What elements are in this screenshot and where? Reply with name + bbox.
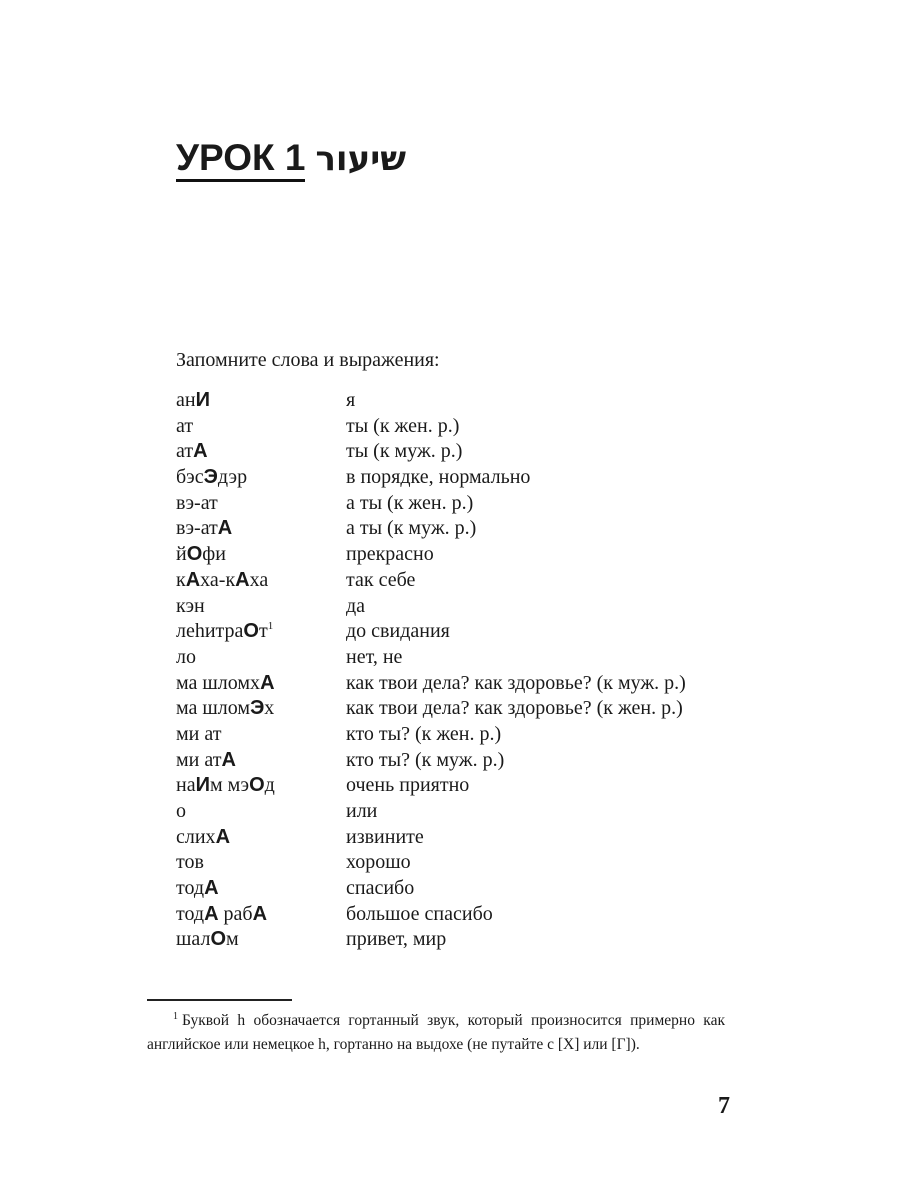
vocab-row — [176, 799, 736, 825]
vocab-translation: прекрасно — [346, 543, 434, 566]
vocab-row — [176, 902, 736, 928]
term-segment: раб — [218, 902, 253, 925]
term-segment: фи — [202, 543, 226, 566]
vocab-row — [176, 568, 736, 594]
vocab-term — [176, 748, 346, 774]
vocab-term — [176, 619, 346, 645]
term-segment: ан — [176, 389, 196, 411]
stressed-vowel: А — [252, 902, 268, 925]
vocab-term — [176, 696, 346, 722]
stressed-vowel: А — [235, 568, 250, 591]
stressed-vowel: А — [217, 517, 233, 540]
vocab-row — [176, 542, 736, 568]
term-segment: ми ат — [176, 722, 222, 745]
vocab-term — [176, 568, 346, 594]
vocab-row — [176, 414, 736, 440]
stressed-vowel: А — [221, 748, 236, 771]
footnote-divider — [147, 999, 292, 1001]
vocab-row — [176, 645, 736, 671]
footnote-ref: 1 — [267, 620, 274, 633]
vocab-row — [176, 773, 736, 799]
vocab-row — [176, 439, 736, 465]
term-segment: к — [176, 568, 186, 591]
term-segment: дэр — [217, 466, 248, 489]
term-segment: тод — [176, 902, 205, 925]
vocab-translation: извините — [346, 825, 424, 848]
term-segment: шал — [176, 928, 211, 951]
vocab-row — [176, 722, 736, 748]
vocab-row — [176, 927, 736, 953]
vocab-row — [176, 825, 736, 851]
vocab-row — [176, 491, 736, 517]
stressed-vowel: Э — [203, 466, 218, 489]
vocab-translation: нет, не — [346, 645, 403, 668]
vocab-term — [176, 799, 346, 825]
vocab-row — [176, 850, 736, 876]
term-segment: м — [226, 928, 239, 951]
term-segment: ат — [176, 440, 194, 463]
vocab-term — [176, 645, 346, 671]
stressed-vowel: О — [186, 543, 203, 566]
vocab-term — [176, 439, 346, 465]
vocab-translation: как твои дела? как здоровье? (к жен. р.) — [346, 697, 683, 720]
vocab-row — [176, 671, 736, 697]
stressed-vowel: А — [204, 877, 219, 900]
footnote — [147, 1009, 725, 1057]
term-segment: ха — [249, 568, 269, 591]
term-segment: т — [258, 620, 268, 643]
term-segment: ат — [176, 414, 194, 437]
intro-text: Запомните слова и выражения: — [176, 349, 440, 371]
vocab-term — [176, 491, 346, 517]
stressed-vowel: А — [185, 568, 201, 591]
term-segment: на — [176, 774, 196, 797]
term-segment: х — [264, 697, 275, 720]
vocab-row — [176, 388, 736, 414]
vocab-term — [176, 876, 346, 902]
vocab-translation: хорошо — [346, 851, 411, 874]
stressed-vowel: И — [195, 389, 210, 411]
vocab-term — [176, 594, 346, 620]
vocab-translation: кто ты? (к жен. р.) — [346, 722, 502, 745]
vocab-translation: спасибо — [346, 877, 415, 900]
lesson-title-ru: УРОК 1 — [176, 137, 305, 182]
stressed-vowel: О — [210, 928, 226, 951]
vocab-row — [176, 619, 736, 645]
term-segment: ма шлом — [176, 697, 251, 720]
vocab-translation: кто ты? (к муж. р.) — [346, 748, 505, 771]
vocab-term — [176, 465, 346, 491]
vocab-translation: привет, мир — [346, 928, 447, 951]
term-segment: вэ-ат — [176, 517, 218, 540]
vocab-term — [176, 850, 346, 876]
vocabulary-list — [176, 388, 736, 953]
vocab-translation: до свидания — [346, 620, 450, 643]
stressed-vowel: А — [215, 825, 231, 848]
term-segment: вэ-ат — [176, 491, 218, 514]
stressed-vowel: А — [204, 902, 219, 925]
vocab-row — [176, 748, 736, 774]
term-segment: ма шломх — [176, 671, 261, 694]
vocab-translation: как твои дела? как здоровье? (к муж. р.) — [346, 671, 686, 694]
vocab-row — [176, 465, 736, 491]
footnote-marker: 1 — [173, 1011, 178, 1022]
lesson-title-he: שיעור — [315, 139, 407, 179]
term-segment: тов — [176, 851, 204, 874]
vocab-translation: ты (к жен. р.) — [346, 414, 460, 437]
term-segment: ми ат — [176, 748, 222, 771]
vocab-translation: а ты (к жен. р.) — [346, 491, 474, 514]
vocab-term — [176, 773, 346, 799]
vocab-translation: так себе — [346, 568, 416, 591]
term-segment: м мэ — [209, 774, 250, 797]
vocab-translation: очень приятно — [346, 774, 470, 797]
term-segment: й — [176, 543, 187, 566]
stressed-vowel: И — [195, 774, 210, 797]
vocab-term — [176, 825, 346, 851]
vocab-row — [176, 696, 736, 722]
vocab-term — [176, 671, 346, 697]
page-number: 7 — [718, 1093, 730, 1119]
vocab-translation: я — [346, 389, 356, 411]
vocab-term — [176, 414, 346, 440]
vocab-row — [176, 516, 736, 542]
vocab-term — [176, 722, 346, 748]
vocab-translation: большое спасибо — [346, 902, 493, 925]
vocab-term — [176, 927, 346, 953]
term-segment: кэн — [176, 594, 205, 617]
vocab-term — [176, 902, 346, 928]
term-segment: д — [264, 774, 275, 797]
footnote-text: Буквой h обозначается гортанный звук, который произносится примерно как английское или немецкое h, гортанно на выдохе (не путайте с [Х] или [Г]). — [147, 1012, 725, 1053]
vocab-term — [176, 516, 346, 542]
term-segment: тод — [176, 877, 205, 900]
vocab-translation: или — [346, 800, 378, 822]
stressed-vowel: Э — [250, 697, 265, 720]
stressed-vowel: А — [193, 440, 208, 463]
vocab-translation: ты (к муж. р.) — [346, 440, 463, 463]
stressed-vowel: О — [243, 620, 259, 643]
vocab-term — [176, 388, 346, 414]
term-segment: бэс — [176, 466, 204, 489]
vocab-row — [176, 876, 736, 902]
vocab-translation: а ты (к муж. р.) — [346, 517, 477, 540]
term-segment: леhитра — [176, 620, 244, 643]
term-segment: о — [176, 800, 186, 822]
term-segment: ха-к — [200, 568, 236, 591]
stressed-vowel: А — [260, 671, 275, 694]
term-segment: слих — [176, 825, 216, 848]
vocab-translation: в порядке, нормально — [346, 466, 531, 489]
vocab-term — [176, 542, 346, 568]
vocab-translation: да — [346, 594, 366, 617]
vocab-row — [176, 594, 736, 620]
lesson-title — [176, 133, 406, 184]
stressed-vowel: О — [249, 774, 265, 797]
term-segment: ло — [176, 645, 196, 668]
